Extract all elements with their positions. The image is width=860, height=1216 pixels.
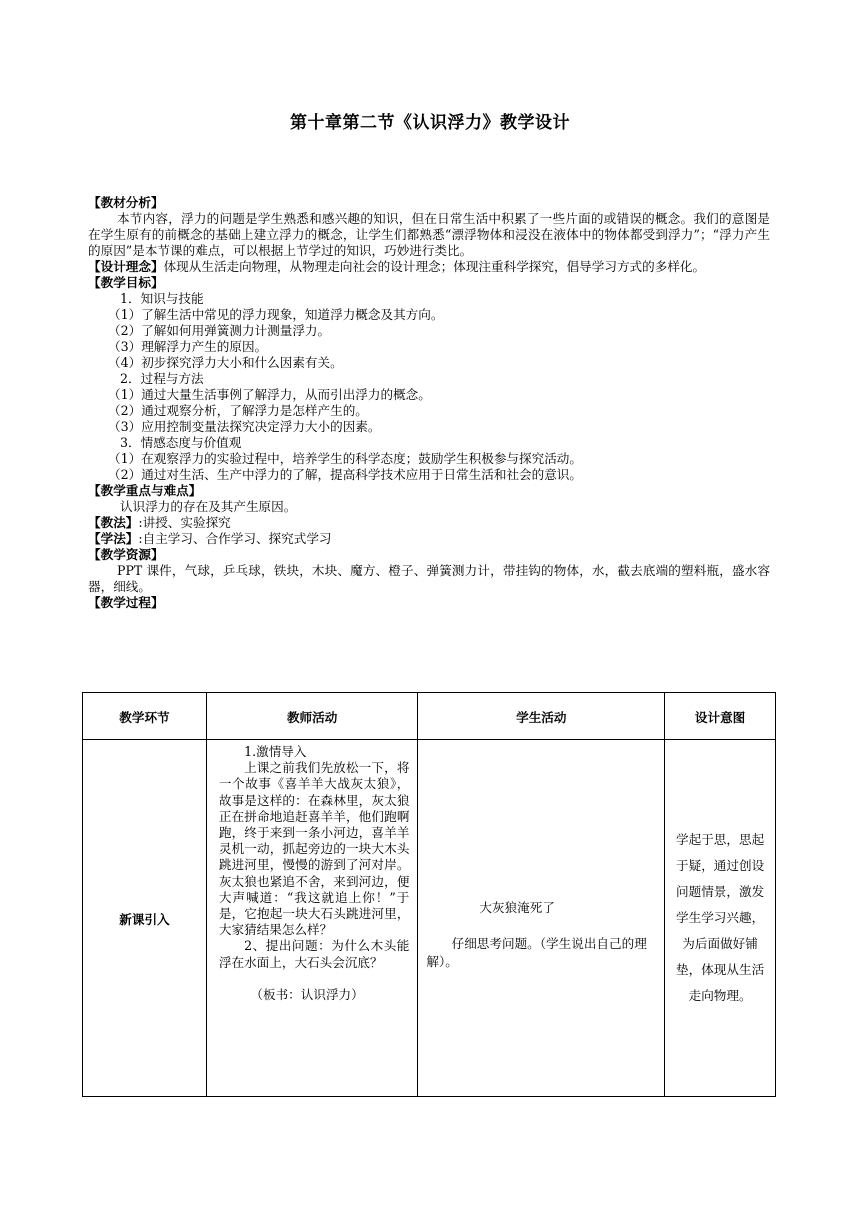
- section-sheji-heading: 【设计理念】: [88, 259, 164, 274]
- goal-3-title: 3．情感态度与价值观: [120, 435, 242, 450]
- goal-3-item: （2）通过对生活、生产中浮力的了解，提高科学技术应用于日常生活和社会的意识。: [108, 467, 582, 482]
- goal-2-item: （3）应用控制变量法探究决定浮力大小的因素。: [108, 419, 381, 434]
- section-jiaofa-text: :讲授、实验探究: [138, 515, 231, 530]
- goal-3-item: （1）在观察浮力的实验过程中，培养学生的科学态度；鼓励学生积极参与探究活动。: [108, 451, 582, 466]
- goal-1-item: （1）了解生活中常见的浮力现象，知道浮力概念及其方向。: [108, 307, 444, 322]
- goal-1-item: （4）初步探究浮力大小和什么因素有关。: [108, 355, 343, 370]
- document-body: [88, 195, 770, 611]
- section-jiaocai-heading: 【教材分析】: [88, 195, 164, 210]
- stage-cell: 新课引入: [83, 740, 207, 1097]
- student-activity-answer: 大灰狼淹死了: [479, 900, 555, 915]
- section-zhongdian-heading: 【教学重点与难点】: [88, 483, 202, 498]
- section-xuefa-heading: 【学法】: [88, 531, 139, 546]
- section-mubiao-heading: 【教学目标】: [88, 275, 164, 290]
- teacher-activity-question: 2、提出问题：为什么木头能浮在水面上，大石头会沉底？: [218, 938, 410, 970]
- section-guocheng-heading: 【教学过程】: [88, 595, 164, 610]
- section-ziyuan-heading: 【教学资源】: [88, 547, 164, 562]
- goal-1-item: （2）了解如何用弹簧测力计测量浮力。: [108, 323, 331, 338]
- student-activity-cell: [418, 740, 665, 1097]
- table-row: [83, 740, 776, 1097]
- section-xuefa: [88, 531, 770, 547]
- column-header: 学生活动: [418, 693, 665, 740]
- goal-2-item: （2）通过观察分析，了解浮力是怎样产生的。: [108, 403, 368, 418]
- goal-1-title: 1．知识与技能: [120, 291, 204, 306]
- document-title: 第十章第二节《认识浮力》教学设计: [290, 113, 570, 133]
- teacher-activity-text: 上课之前我们先放松一下，将一个故事《喜羊羊大战灰太狼》，故事是这样的：在森林里，灰太狼正在拼命地追赶喜羊羊，他们跑啊跑，终于来到一条小河边，喜羊羊灵机一动，抓起旁边的一块大木头跳进河里，慢慢的游到了河对岸。灰太狼也紧追不舍，来到河边，便大声喊道：“我这就追上你！”于是，它抱起一块大石头跳进河里，大家猜结果怎么样？: [218, 760, 410, 938]
- spacer: [426, 917, 658, 935]
- section-sheji-text: 体现从生活走向物理，从物理走向社会的设计理念；体现注重科学探究，倡导学习方式的多样化。: [163, 259, 706, 274]
- table-header-row: [83, 693, 776, 740]
- section-sheji: [88, 259, 770, 275]
- section-jiaocai-text: 本节内容，浮力的问题是学生熟悉和感兴趣的知识，但在日常生活中积累了一些片面的或错误的概念。我们的意图是在学生原有的前概念的基础上建立浮力的概念，让学生们都熟悉“漂浮物体和浸没在液体中的物体都受到浮力”；“浮力产生的原因”是本节课的难点，可以根据上节学过的知识，巧妙进行类比。: [88, 211, 770, 258]
- teacher-activity-step: 1.激情导入: [244, 744, 307, 759]
- design-intent-cell: 学起于思，思起于疑，通过创设问题情景，激发学生学习兴趣，为后面做好铺垫，体现从生活走向物理。: [665, 740, 776, 1097]
- teaching-process-table: [82, 692, 776, 1097]
- goal-2-title: 2．过程与方法: [120, 371, 204, 386]
- teacher-activity-board-note: （板书：认识浮力）: [250, 986, 364, 1002]
- column-header: 教师活动: [206, 693, 418, 740]
- section-ziyuan-text: PPT 课件，气球，乒乓球，铁块，木块、魔方、橙子、弹簧测力计，带挂钩的物体，水，截去底端的塑料瓶，盛水容器，细线。: [88, 563, 770, 594]
- section-jiaofa: [88, 515, 770, 531]
- teacher-activity-cell: [206, 740, 418, 1097]
- section-jiaofa-heading: 【教法】: [88, 515, 139, 530]
- column-header: 设计意图: [665, 693, 776, 740]
- student-activity-text: 仔细思考问题。（学生说出自己的理解）。: [426, 936, 647, 969]
- section-zhongdian-text: 认识浮力的存在及其产生原因。: [120, 499, 297, 514]
- section-xuefa-text: :自主学习、合作学习、探究式学习: [138, 531, 332, 546]
- spacer: [219, 971, 410, 987]
- goal-1-item: （3）理解浮力产生的原因。: [108, 339, 268, 354]
- column-header: 教学环节: [83, 693, 207, 740]
- goal-2-item: （1）通过大量生活事例了解浮力，从而引出浮力的概念。: [108, 387, 431, 402]
